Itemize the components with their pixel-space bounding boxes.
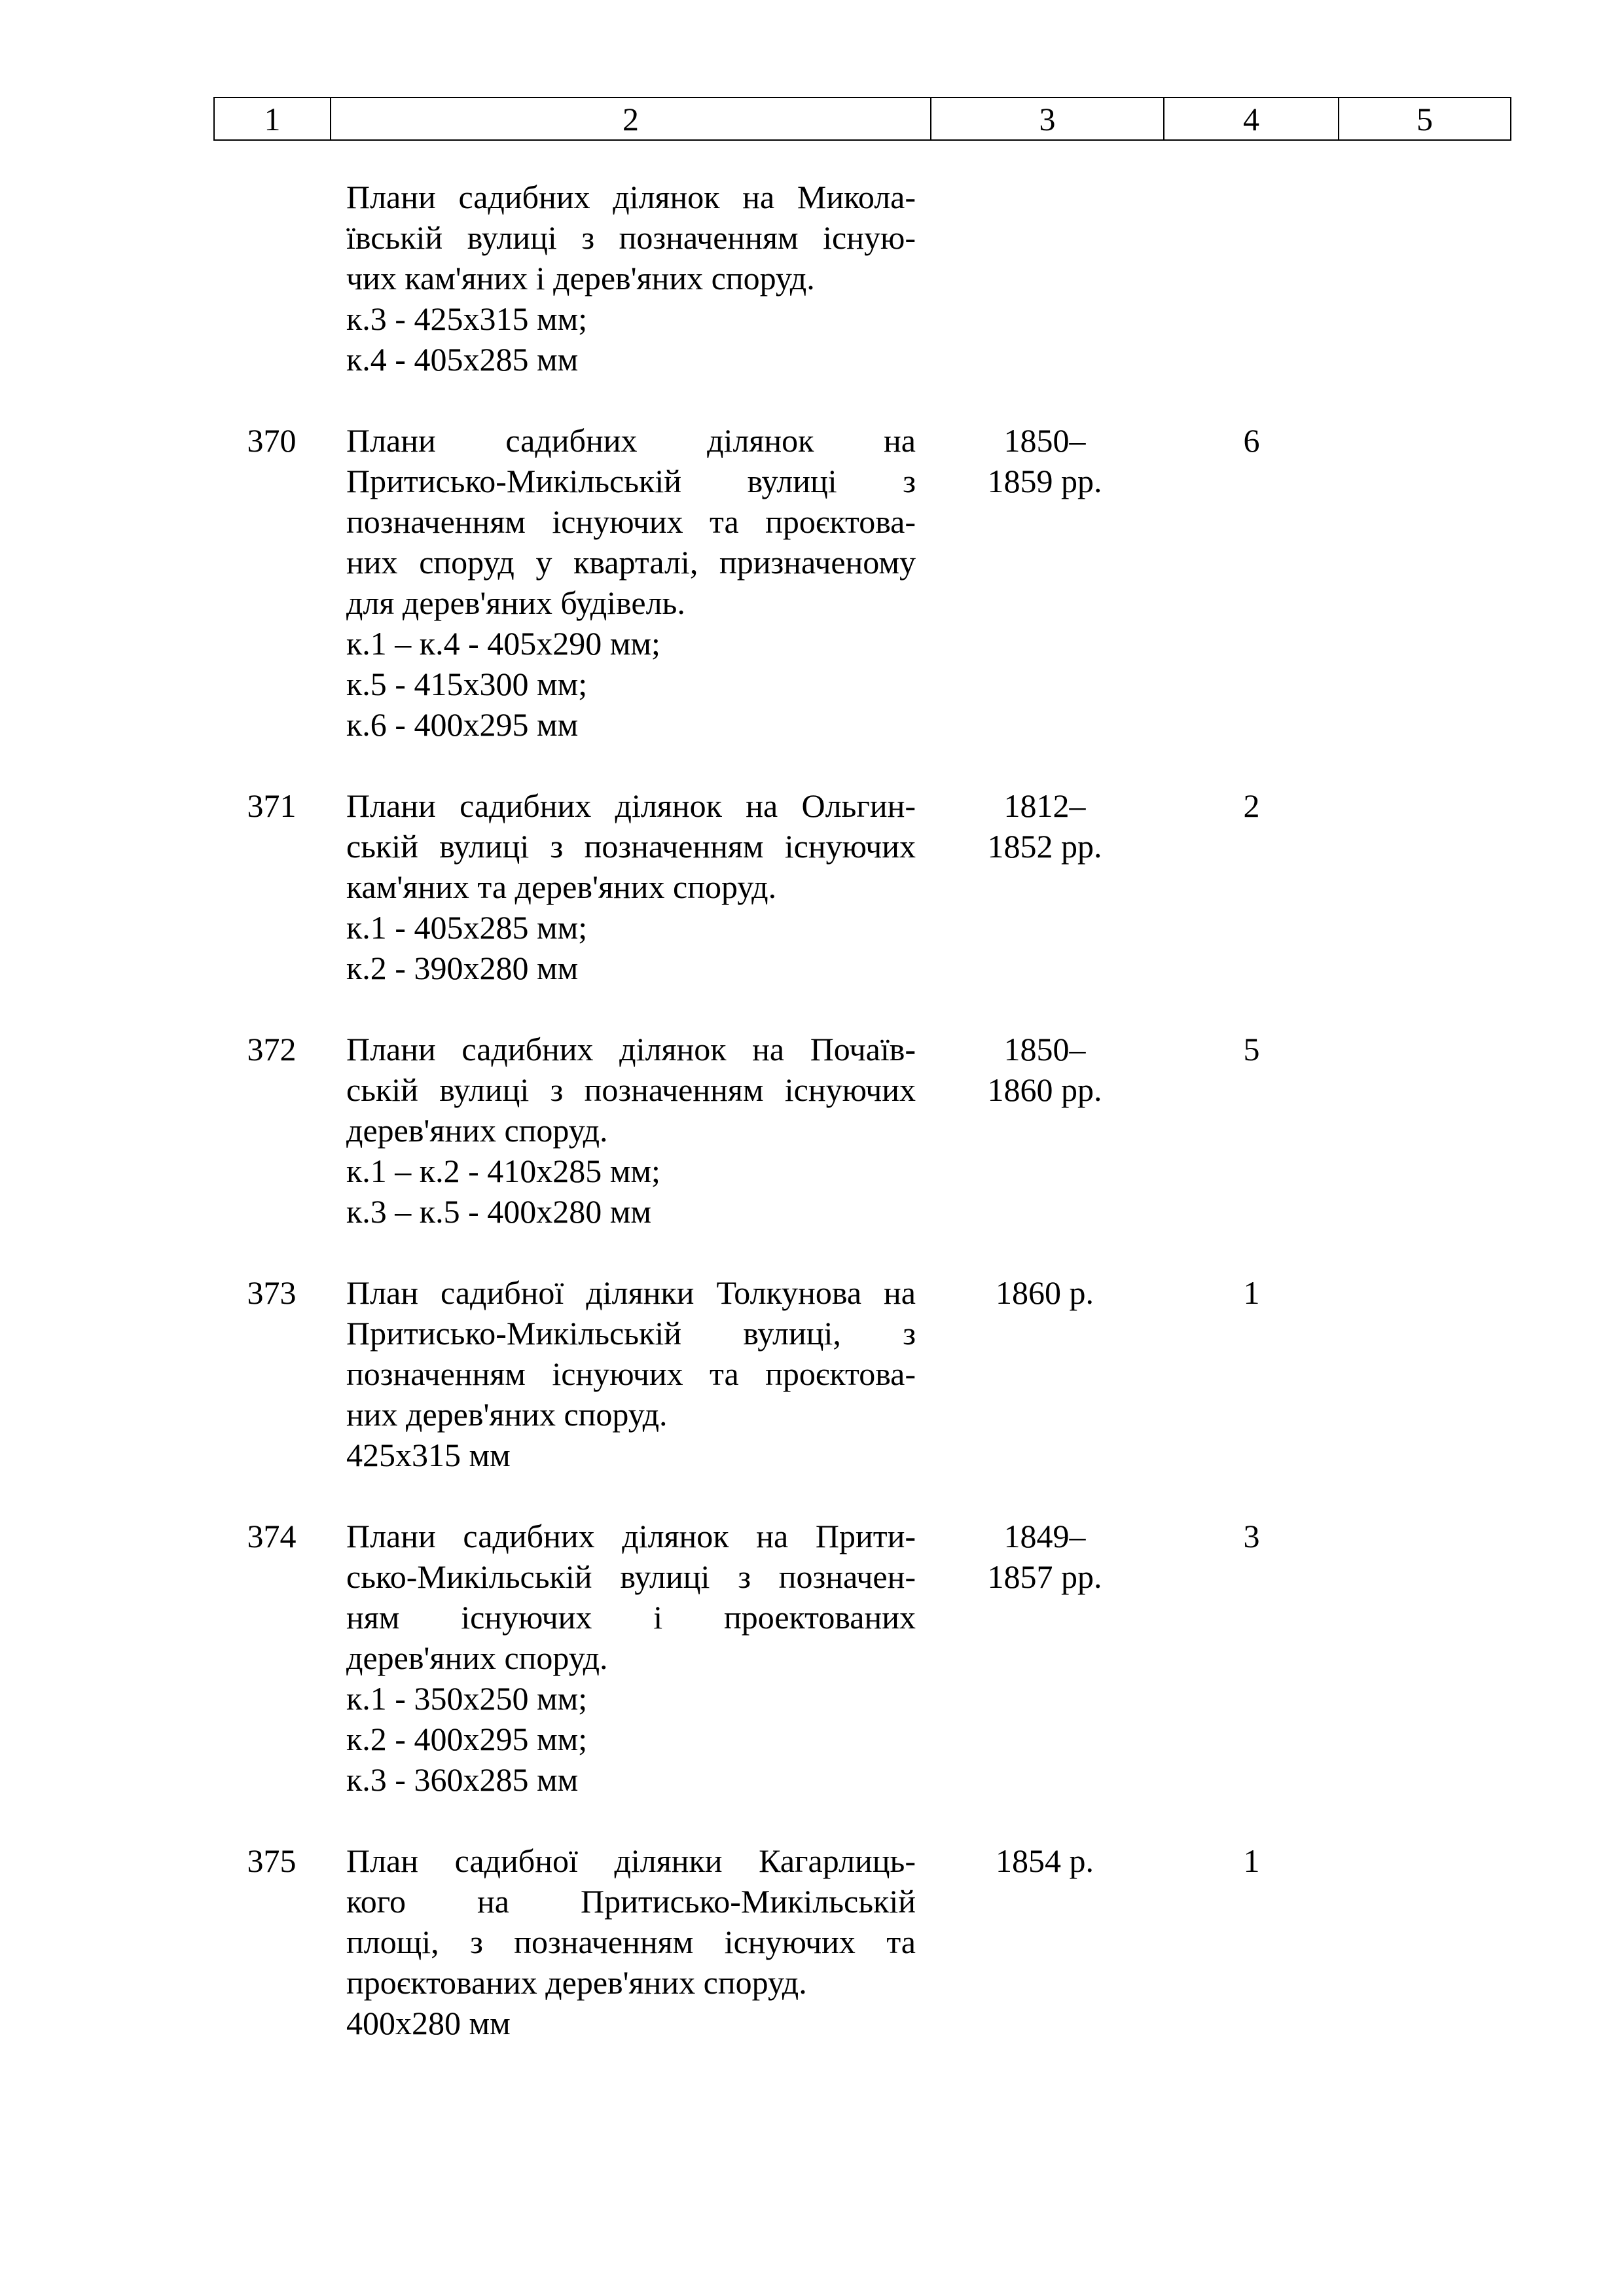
description-line: кам'яних та дерев'яних споруд. — [346, 869, 777, 905]
date-line: 1852 рр. — [987, 828, 1102, 865]
catalog-entry — [0, 1840, 1624, 2043]
entry-number: 375 — [247, 1842, 297, 1879]
column-header-5: 5 — [1416, 100, 1433, 137]
entry-date — [947, 420, 1143, 501]
description-line: Плани садибних ділянок на Ольгин- — [346, 787, 916, 824]
catalog-entry — [0, 785, 1624, 988]
description-line: проєктованих дерев'яних споруд. — [346, 1964, 807, 2001]
description-line: Плани садибних ділянок на Прити- — [346, 1518, 916, 1554]
catalog-entry — [0, 1029, 1624, 1232]
sheet-size: к.2 - 400х295 мм; — [346, 1721, 588, 1757]
entry-list — [0, 177, 1624, 2084]
description-line: План садибної ділянки Кагарлиць- — [346, 1842, 916, 1879]
description-line: дерев'яних споруд. — [346, 1112, 608, 1149]
entry-date — [947, 785, 1143, 867]
entry-number: 373 — [247, 1274, 297, 1311]
entry-number: 372 — [247, 1031, 297, 1067]
sheet-count: 2 — [1243, 787, 1260, 824]
entry-date — [947, 1272, 1143, 1313]
description-line: ням існуючих і проектованих — [346, 1599, 916, 1636]
description-line: ївській вулиці з позначенням існую- — [346, 219, 916, 256]
sheet-size: к.3 - 360х285 мм — [346, 1761, 579, 1798]
sheet-size: 425х315 мм — [346, 1437, 511, 1473]
sheet-count: 5 — [1243, 1031, 1260, 1067]
sheet-count: 1 — [1243, 1842, 1260, 1879]
sheet-size: к.1 - 350х250 мм; — [346, 1680, 588, 1717]
catalog-entry — [0, 420, 1624, 745]
sheet-size: к.1 - 405х285 мм; — [346, 909, 588, 946]
sheet-size: к.3 – к.5 - 400х280 мм — [346, 1193, 652, 1230]
sheet-size: к.2 - 390х280 мм — [346, 950, 579, 986]
description-line: Плани садибних ділянок на Микола- — [346, 179, 916, 215]
description-line: ській вулиці з позначенням існуючих — [346, 828, 916, 865]
sheet-size: к.5 - 415х300 мм; — [346, 666, 588, 702]
entry-description — [346, 785, 916, 988]
description-line: для дерев'яних будівель. — [346, 584, 685, 621]
catalog-entry — [0, 1272, 1624, 1475]
description-line: площі, з позначенням існуючих та — [346, 1924, 916, 1960]
description-line: позначенням існуючих та проєктова- — [346, 1355, 916, 1392]
date-line: 1854 р. — [996, 1842, 1094, 1879]
entry-date — [947, 1029, 1143, 1110]
date-line: 1850– — [1003, 1031, 1086, 1067]
entry-description — [346, 1840, 916, 2043]
sheet-size: к.1 – к.2 - 410х285 мм; — [346, 1153, 660, 1189]
sheet-size: к.4 - 405х285 мм — [346, 341, 579, 378]
entry-number: 374 — [247, 1518, 297, 1554]
date-line: 1857 рр. — [987, 1558, 1102, 1595]
entry-number: 370 — [247, 422, 297, 459]
date-line: 1812– — [1003, 787, 1086, 824]
sheet-size: к.1 – к.4 - 405х290 мм; — [346, 625, 660, 662]
catalog-entry — [0, 1516, 1624, 1800]
entry-number: 371 — [247, 787, 297, 824]
description-line: дерев'яних споруд. — [346, 1640, 608, 1676]
date-line: 1860 рр. — [987, 1071, 1102, 1108]
sheet-count: 3 — [1243, 1518, 1260, 1554]
date-line: 1860 р. — [996, 1274, 1094, 1311]
column-header-4: 4 — [1164, 98, 1339, 139]
entry-description — [346, 177, 916, 380]
description-line: кого на Притисько-Микільській — [346, 1883, 916, 1920]
column-header-row — [213, 97, 1511, 141]
description-line: Притисько-Микільській вулиці з — [346, 463, 916, 499]
entry-date — [947, 1840, 1143, 1881]
description-line: них дерев'яних споруд. — [346, 1396, 668, 1433]
entry-description — [346, 1272, 916, 1475]
entry-date — [947, 1516, 1143, 1597]
description-line: позначенням існуючих та проєктова- — [346, 503, 916, 540]
column-header-1: 1 — [215, 98, 331, 139]
date-line: 1850– — [1003, 422, 1086, 459]
description-line: Притисько-Микільській вулиці, з — [346, 1315, 916, 1352]
date-line: 1859 рр. — [987, 463, 1102, 499]
entry-description — [346, 420, 916, 745]
column-header-2: 2 — [331, 98, 931, 139]
description-line: Плани садибних ділянок на — [346, 422, 916, 459]
description-line: Плани садибних ділянок на Почаїв- — [346, 1031, 916, 1067]
column-header-3: 3 — [931, 98, 1164, 139]
sheet-count: 6 — [1243, 422, 1260, 459]
date-line: 1849– — [1003, 1518, 1086, 1554]
description-line: них споруд у кварталі, призначеному — [346, 544, 916, 581]
sheet-count: 1 — [1243, 1274, 1260, 1311]
description-line: сько-Микільській вулиці з позначен- — [346, 1558, 916, 1595]
sheet-size: к.3 - 425х315 мм; — [346, 300, 588, 337]
sheet-size: к.6 - 400х295 мм — [346, 706, 579, 743]
description-line: План садибної ділянки Толкунова на — [346, 1274, 916, 1311]
entry-description — [346, 1029, 916, 1232]
entry-description — [346, 1516, 916, 1800]
sheet-size: 400х280 мм — [346, 2005, 511, 2041]
description-line: чих кам'яних і дерев'яних споруд. — [346, 260, 815, 296]
catalog-entry — [0, 177, 1624, 380]
description-line: ській вулиці з позначенням існуючих — [346, 1071, 916, 1108]
